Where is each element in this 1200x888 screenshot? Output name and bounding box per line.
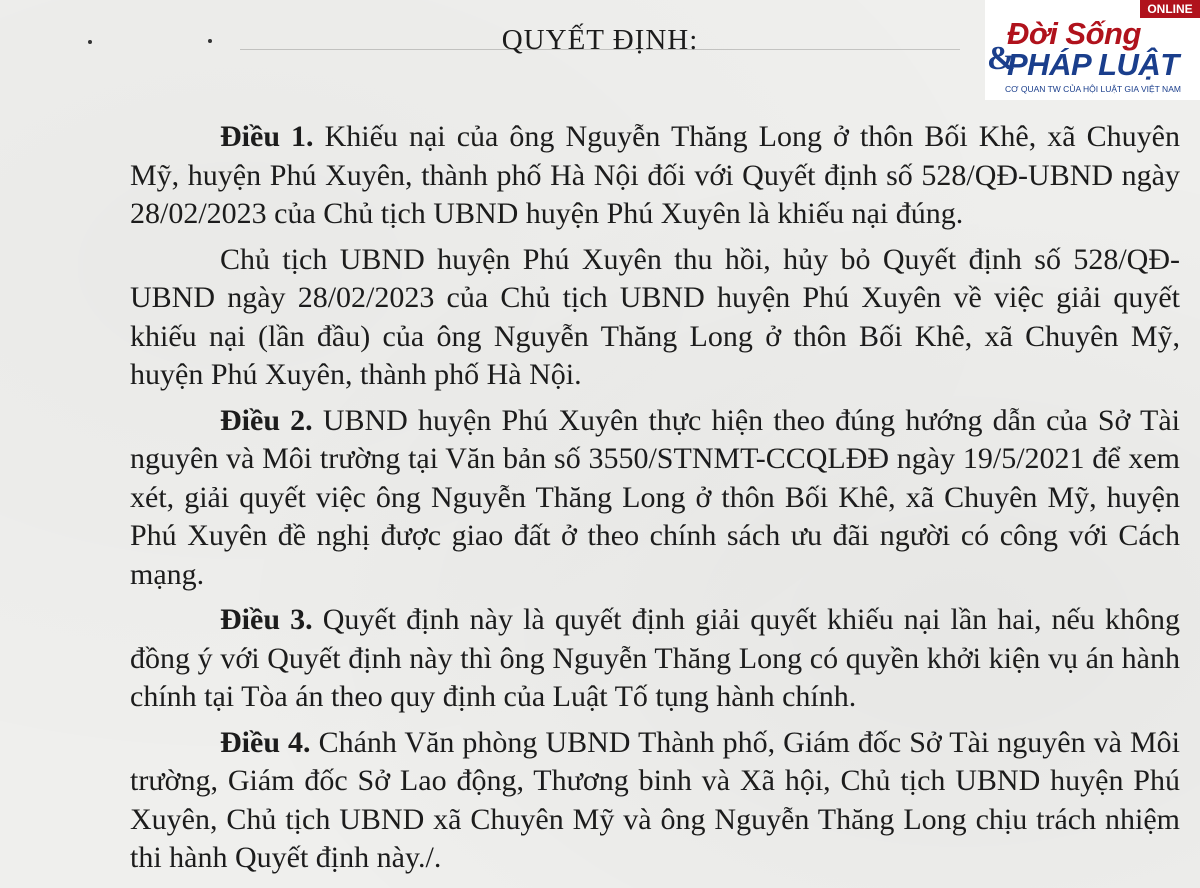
online-badge: ONLINE	[1140, 0, 1200, 18]
article-1-continuation-text: Chủ tịch UBND huyện Phú Xuyên thu hồi, hủy bỏ Quyết định số 528/QĐ-UBND ngày 28/02/2023 của Chủ tịch UBND huyện Phú Xuyên về việc giải quyết khiếu nại (lần đầu) của ông Nguyễn Thăng Long ở thôn Bối Khê, xã Chuyên Mỹ, huyện Phú Xuyên, thành phố Hà Nội.	[130, 242, 1180, 391]
article-4-text: Chánh Văn phòng UBND Thành phố, Giám đốc Sở Tài nguyên và Môi trường, Giám đốc Sở Lao động, Thương binh và Xã hội, Chủ tịch UBND huyện Phú Xuyên, Chủ tịch UBND xã Chuyên Mỹ và ông Nguyễn Thăng Long chịu trách nhiệm thi hành Quyết định này./.	[130, 725, 1180, 874]
newspaper-logo	[985, 0, 1200, 100]
article-1-label: Điều 1.	[220, 120, 314, 153]
document-body	[130, 118, 1180, 885]
article-2-paragraph	[130, 402, 1180, 595]
article-3-paragraph	[130, 601, 1180, 717]
article-3-label: Điều 3.	[220, 603, 313, 636]
article-1-text: Khiếu nại của ông Nguyễn Thăng Long ở thôn Bối Khê, xã Chuyên Mỹ, huyện Phú Xuyên, thành phố Hà Nội đối với Quyết định số 528/QĐ-UBND ngày 28/02/2023 của Chủ tịch UBND huyện Phú Xuyên là khiếu nại đúng.	[130, 120, 1180, 230]
article-3-text: Quyết định này là quyết định giải quyết khiếu nại lần hai, nếu không đồng ý với Quyết định này thì ông Nguyễn Thăng Long có quyền khởi kiện vụ án hành chính tại Tòa án theo quy định của Luật Tố tụng hành chính.	[130, 603, 1181, 713]
logo-title-line1: Đời Sống	[1007, 16, 1141, 51]
logo-title-line2: PHÁP LUẬT	[1007, 47, 1179, 82]
article-1-continuation-paragraph	[130, 241, 1180, 395]
article-4-paragraph	[130, 724, 1180, 878]
article-4-label: Điều 4.	[220, 725, 311, 759]
logo-tagline: CƠ QUAN TW CỦA HỘI LUẬT GIA VIỆT NAM	[1005, 84, 1181, 94]
article-1-paragraph	[130, 118, 1180, 234]
logo-ampersand: &	[987, 40, 1016, 77]
document-title: QUYẾT ĐỊNH:	[501, 24, 699, 56]
article-2-text: UBND huyện Phú Xuyên thực hiện theo đúng hướng dẫn của Sở Tài nguyên và Môi trường tại Văn bản số 3550/STNMT-CCQLĐĐ ngày 19/5/2021 để xem xét, giải quyết việc ông Nguyễn Thăng Long ở thôn Bối Khê, xã Chuyên Mỹ, huyện Phú Xuyên đề nghị được giao đất ở theo chính sách ưu đãi người có công với Cách mạng.	[130, 403, 1181, 591]
article-2-label: Điều 2.	[220, 403, 313, 437]
